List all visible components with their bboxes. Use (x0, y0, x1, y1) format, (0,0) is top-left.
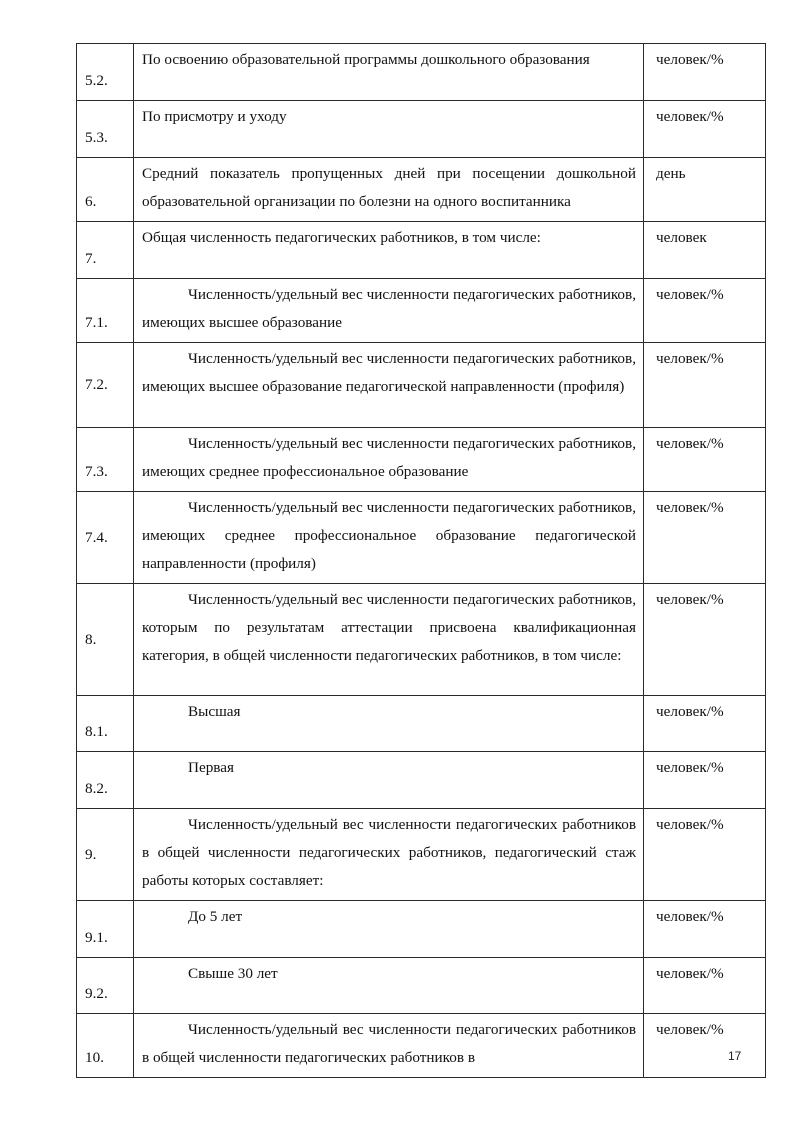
row-description: Численность/удельный вес численности педагогических работников, имеющих среднее профессиональное образование (134, 428, 644, 492)
row-description: Высшая (134, 696, 644, 752)
row-unit: человек/% (644, 1014, 766, 1078)
row-number: 6. (77, 158, 134, 222)
row-unit: человек/% (644, 428, 766, 492)
row-description: Средний показатель пропущенных дней при посещении дошкольной образовательной организации по болезни на одного воспитанника (134, 158, 644, 222)
row-number: 7.1. (77, 279, 134, 343)
row-unit: человек/% (644, 584, 766, 696)
row-description: Первая (134, 752, 644, 809)
row-unit: человек/% (644, 901, 766, 958)
row-number: 9.2. (77, 958, 134, 1014)
table-row (77, 492, 766, 584)
table-row (77, 809, 766, 901)
row-description: Общая численность педагогических работников, в том числе: (134, 222, 644, 279)
row-number: 8.1. (77, 696, 134, 752)
row-number: 7.2. (77, 343, 134, 428)
table-row (77, 101, 766, 158)
row-description: Численность/удельный вес численности педагогических работников, имеющих среднее профессиональное образование педагогической направленности (профиля) (134, 492, 644, 584)
row-unit: человек/% (644, 492, 766, 584)
row-unit: человек/% (644, 101, 766, 158)
table-row (77, 428, 766, 492)
row-number: 7. (77, 222, 134, 279)
row-unit: человек (644, 222, 766, 279)
row-unit: день (644, 158, 766, 222)
row-number: 5.2. (77, 44, 134, 101)
table-row (77, 752, 766, 809)
table-row (77, 901, 766, 958)
row-unit: человек/% (644, 752, 766, 809)
row-number: 10. (77, 1014, 134, 1078)
row-number: 8. (77, 584, 134, 696)
table-row (77, 343, 766, 428)
table-row (77, 44, 766, 101)
table-row (77, 696, 766, 752)
page-number: 17 (728, 1049, 742, 1063)
row-number: 8.2. (77, 752, 134, 809)
row-unit: человек/% (644, 279, 766, 343)
row-unit: человек/% (644, 809, 766, 901)
row-description: По присмотру и уходу (134, 101, 644, 158)
table-row (77, 158, 766, 222)
indicators-table-body (77, 44, 766, 1078)
row-description: Численность/удельный вес численности педагогических работников, имеющих высшее образование (134, 279, 644, 343)
indicators-table (76, 43, 766, 1078)
row-number: 5.3. (77, 101, 134, 158)
row-description: Свыше 30 лет (134, 958, 644, 1014)
table-row (77, 222, 766, 279)
row-number: 7.3. (77, 428, 134, 492)
table-row (77, 1014, 766, 1078)
row-description: Численность/удельный вес численности педагогических работников, имеющих высшее образование педагогической направленности (профиля) (134, 343, 644, 428)
row-number: 9.1. (77, 901, 134, 958)
row-description: Численность/удельный вес численности педагогических работников, которым по результатам аттестации присвоена квалификационная категория, в общей численности педагогических работников, в том числе: (134, 584, 644, 696)
row-description: Численность/удельный вес численности педагогических работников в общей численности педагогических работников в (134, 1014, 644, 1078)
row-number: 7.4. (77, 492, 134, 584)
row-description: Численность/удельный вес численности педагогических работников в общей численности педагогических работников, педагогический стаж работы которых составляет: (134, 809, 644, 901)
row-unit: человек/% (644, 44, 766, 101)
table-row (77, 279, 766, 343)
row-unit: человек/% (644, 958, 766, 1014)
row-unit: человек/% (644, 343, 766, 428)
row-description: До 5 лет (134, 901, 644, 958)
row-unit: человек/% (644, 696, 766, 752)
table-row (77, 958, 766, 1014)
table-row (77, 584, 766, 696)
row-description: По освоению образовательной программы дошкольного образования (134, 44, 644, 101)
row-number: 9. (77, 809, 134, 901)
